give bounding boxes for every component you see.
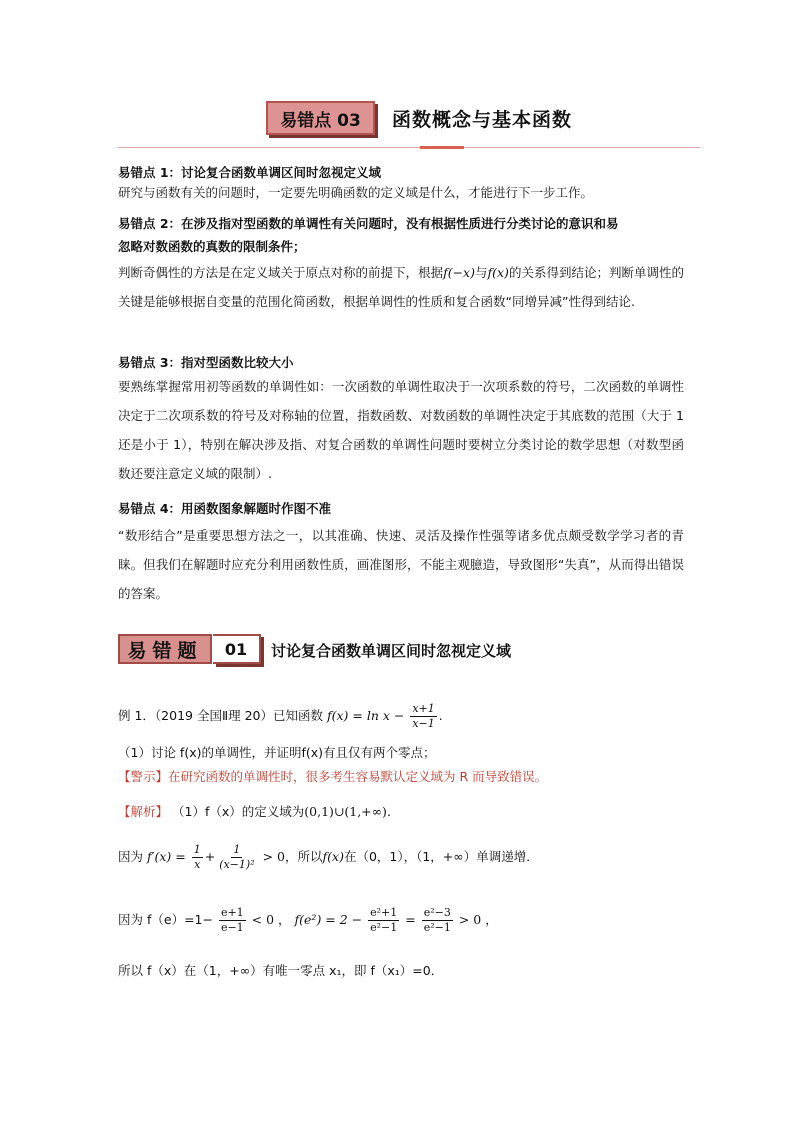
derivative-fprime: f′(x) = <box>147 849 186 864</box>
example-intro-line <box>118 702 443 731</box>
derivative-gt: > 0 <box>262 849 285 864</box>
solution-domain: (0,1)∪(1,+∞) <box>304 804 387 819</box>
derivative-frac-2 <box>217 843 256 872</box>
example-intro: 例 1．（2019 全国Ⅱ理 20）已知函数 <box>118 708 323 723</box>
point-3-label: 易错点 3：指对型函数比较大小 <box>118 355 294 370</box>
solution-line <box>118 803 391 821</box>
example-fraction <box>410 702 436 731</box>
derivative-c: 在（0，1），（1，+∞）单调递增． <box>343 849 539 864</box>
f-neg-x: f(−x) <box>443 265 475 280</box>
value-b: < 0 ， <box>251 912 291 927</box>
value-frac-1-den: e−1 <box>220 921 244 934</box>
point-2-label-line2: 忽略对数函数的真数的限制条件； <box>118 239 306 254</box>
header-badge: 易错点 03 <box>266 101 375 135</box>
page-title: 函数概念与基本函数 <box>392 109 573 131</box>
value-frac-3-den: e²−1 <box>423 921 451 934</box>
conclusion-line: 所以 f（x）在（1，+∞）有唯一零点 x₁，即 f（x₁）=0． <box>118 963 444 978</box>
point-2-label-line1: 易错点 2：在涉及指对型函数的单调性有关问题时，没有根据性质进行分类讨论的意识和易 <box>118 216 619 231</box>
value-a: 因为 f（e）=1− <box>118 912 213 927</box>
derivative-a: 因为 <box>118 849 144 864</box>
point-3-body: 要熟练掌握常用初等函数的单调性如：一次函数的单调性取决于一次项系数的符号，二次函数的单调性决定于二次项系数的符号及对称轴的位置，指数函数、对数函数的单调性决定于其底数的范围（大于 1 还是小于 1），特别在解决涉及指、对复合函数的单调性问题时要树立分类讨论的数学思想（对数型函数还要注意定义域的限制）. <box>118 379 684 481</box>
derivative-frac-2-num: 1 <box>233 843 241 856</box>
value-frac-2-num: e²+1 <box>370 906 398 919</box>
header-accent-bar <box>420 146 464 149</box>
derivative-frac-2-den: (x−1)² <box>219 858 255 871</box>
point-4-label: 易错点 4：用函数图象解题时作图不准 <box>118 501 332 516</box>
value-frac-2-den: e²−1 <box>370 921 398 934</box>
derivative-plus: + <box>204 849 216 864</box>
derivative-frac-1 <box>192 843 203 872</box>
point-2-body-a: 判断奇偶性的方法是在定义域关于原点对称的前提下，根据 <box>118 265 444 280</box>
example-fraction-den: x−1 <box>412 717 435 730</box>
warning-line <box>118 768 547 786</box>
derivative-line <box>118 843 539 872</box>
warning-text: 在研究函数的单调性时，很多考生容易默认定义域为 R 而导致错误。 <box>168 769 548 784</box>
value-line <box>118 906 498 935</box>
section-banner-number: 01 <box>213 634 261 664</box>
derivative-fx: f(x) <box>322 849 344 864</box>
point-2-body <box>118 258 684 316</box>
value-c: f(e²) = 2 − <box>294 912 363 927</box>
value-d: > 0 ， <box>458 912 498 927</box>
point-4-body: “数形结合”是重要思想方法之一，以其准确、快速、灵活及操作性强等诸多优点颇受数学学习者的青睐。但我们在解题时应充分利用函数性质，画准图形，不能主观臆造，导致图形“失真”，从而得出错误的答案。 <box>118 528 684 601</box>
point-2-body-b: 与 <box>474 265 488 280</box>
value-frac-3 <box>422 906 453 935</box>
warning-tag: 【警示】 <box>118 769 169 784</box>
example-fraction-num: x+1 <box>412 702 435 715</box>
solution-tag: 【解析】 <box>118 804 169 819</box>
question-1: （1）讨论 f(x)的单调性，并证明f(x)有且仅有两个零点； <box>118 745 436 760</box>
solution-text: （1）f（x）的定义域为 <box>172 804 305 819</box>
point-2-body-c: 的关系得到结论；判断单调性的关键是能够根据自变量的范围化简函数，根据单调性的性质和复合函数“同增异减”性得到结论. <box>118 265 684 309</box>
example-function: f(x) = ln x − <box>326 708 405 723</box>
value-frac-1-num: e+1 <box>220 906 244 919</box>
section-banner-title: 讨论复合函数单调区间时忽视定义域 <box>271 642 512 660</box>
solution-dot: . <box>386 804 391 819</box>
derivative-frac-1-den: x <box>194 858 201 871</box>
derivative-frac-1-num: 1 <box>193 843 201 856</box>
value-eq: = <box>405 912 416 927</box>
header-divider <box>118 147 700 148</box>
value-frac-3-num: e²−3 <box>423 906 451 919</box>
value-frac-2 <box>368 906 399 935</box>
value-frac-1 <box>219 906 246 935</box>
point-1-body: 研究与函数有关的问题时，一定要先明确函数的定义域是什么，才能进行下一步工作。 <box>118 185 594 200</box>
example-end: . <box>438 708 443 723</box>
section-banner-label: 易错题 <box>118 634 212 664</box>
derivative-b: ，所以 <box>285 849 323 864</box>
point-1-label: 易错点 1：讨论复合函数单调区间时忽视定义域 <box>118 165 382 180</box>
f-x: f(x) <box>487 265 509 280</box>
